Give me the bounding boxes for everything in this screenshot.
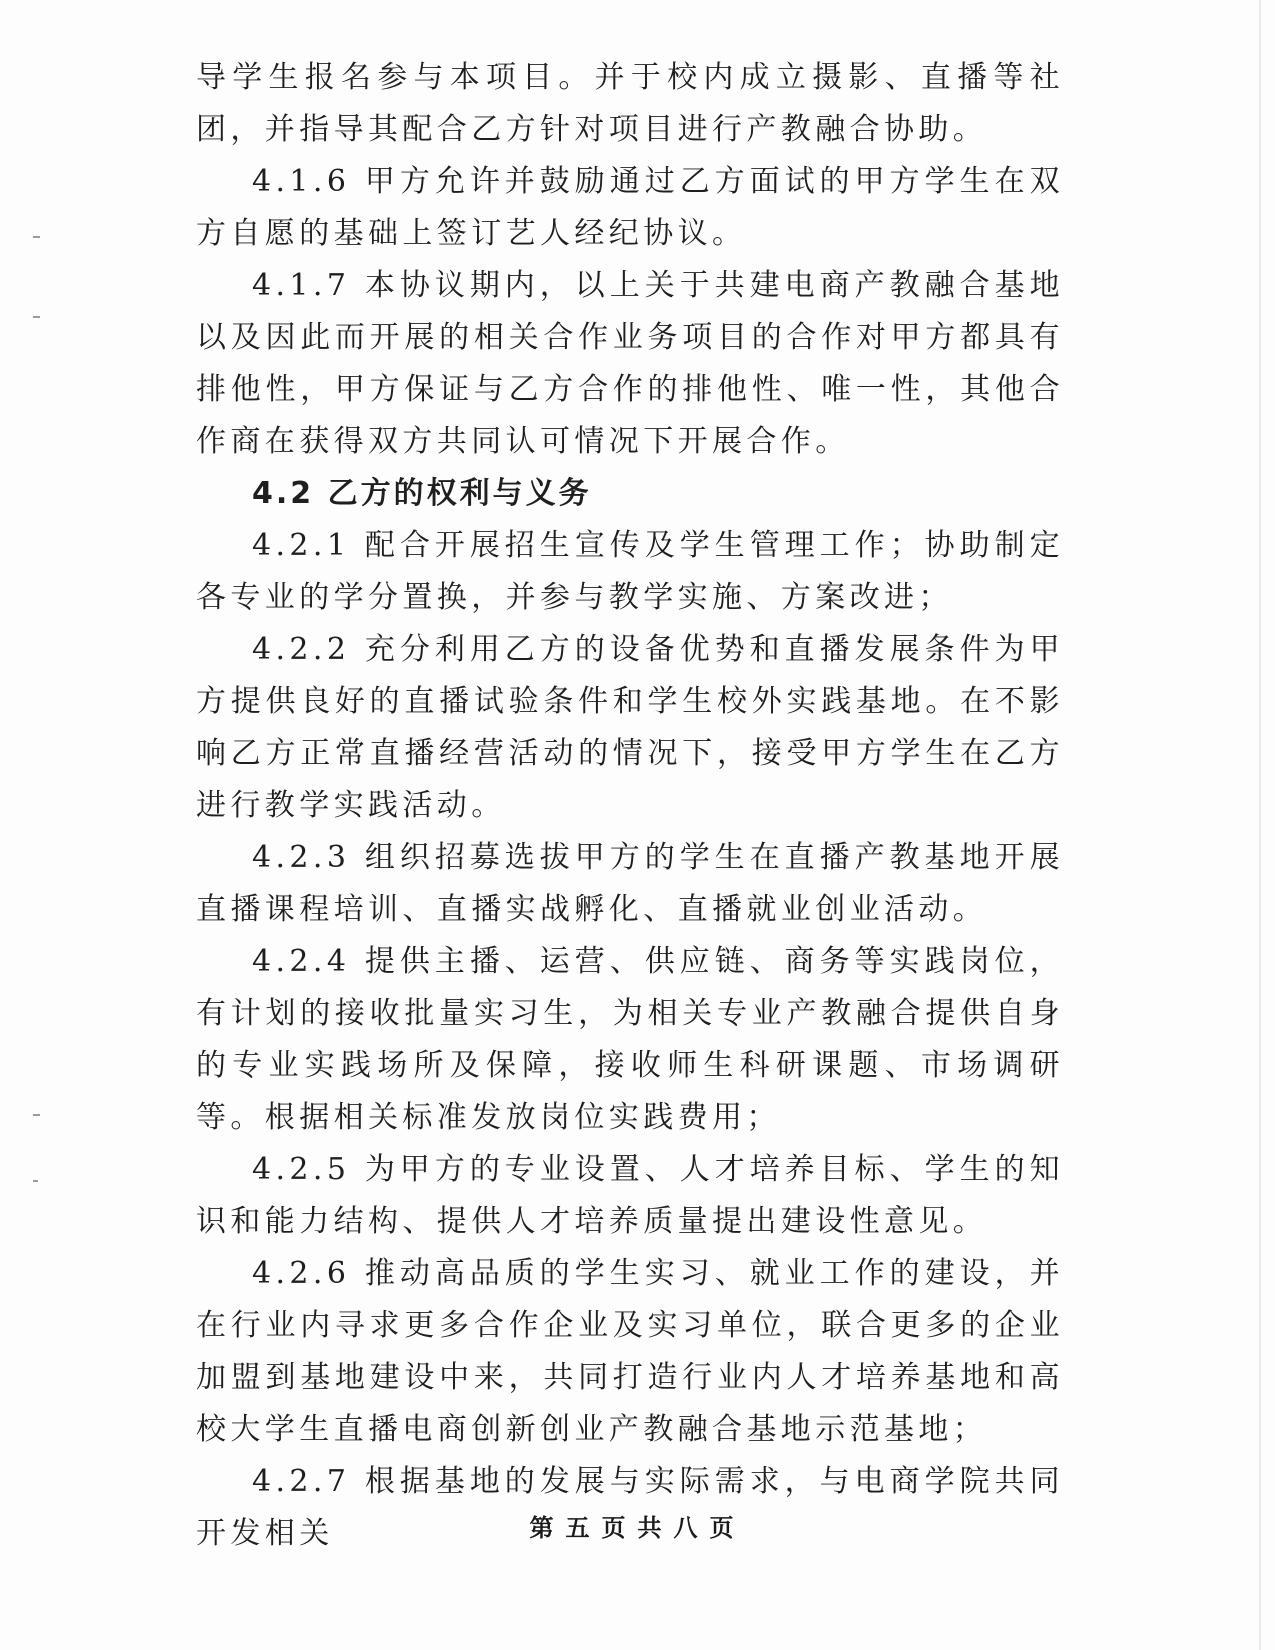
page-footer: 第五页共八页 — [529, 1514, 746, 1542]
clause-4-2-5: 4.2.5 为甲方的专业设置、人才培养目标、学生的知识和能力结构、提供人才培养质量提出建设性意见。 — [196, 1152, 1064, 1239]
clause-4-2-3: 4.2.3 组织招募选拔甲方的学生在直播产教基地开展直播课程培训、直播实战孵化、直播就业创业活动。 — [196, 840, 1064, 927]
clause-4-2-2: 4.2.2 充分利用乙方的设备优势和直播发展条件为甲方提供良好的直播试验条件和学生校外实践基地。在不影响乙方正常直播经营活动的情况下，接受甲方学生在乙方进行教学实践活动。 — [196, 632, 1064, 823]
scan-mark — [33, 1180, 38, 1182]
scan-mark — [33, 236, 40, 238]
document-body — [196, 52, 1064, 1560]
clause-4-2-4: 4.2.4 提供主播、运营、供应链、商务等实践岗位，有计划的接收批量实习生，为相关专业产教融合提供自身的专业实践场所及保障，接收师生科研课题、市场调研等。根据相关标准发放岗位实践费用； — [196, 944, 1064, 1135]
clause-4-1-7: 4.1.7 本协议期内，以上关于共建电商产教融合基地以及因此而开展的相关合作业务项目的合作对甲方都具有排他性，甲方保证与乙方合作的排他性、唯一性，其他合作商在获得双方共同认可情况下开展合作。 — [196, 268, 1064, 459]
section-heading-4-2: 4.2 乙方的权利与义务 — [252, 476, 592, 511]
clause-4-2-7: 4.2.7 根据基地的发展与实际需求，与电商学院共同开发相关 — [196, 1464, 1064, 1551]
scan-edge — [1259, 0, 1261, 1650]
clause-4-1-6: 4.1.6 甲方允许并鼓励通过乙方面试的甲方学生在双方自愿的基础上签订艺人经纪协议。 — [196, 164, 1064, 251]
scan-mark — [33, 1114, 40, 1116]
clause-4-2-1: 4.2.1 配合开展招生宣传及学生管理工作；协助制定各专业的学分置换，并参与教学实施、方案改进； — [196, 528, 1064, 615]
scan-mark — [33, 316, 40, 318]
paragraph-continuation: 导学生报名参与本项目。并于校内成立摄影、直播等社团，并指导其配合乙方针对项目进行产教融合协助。 — [196, 60, 1064, 147]
clause-4-2-6: 4.2.6 推动高品质的学生实习、就业工作的建设，并在行业内寻求更多合作企业及实习单位，联合更多的企业加盟到基地建设中来，共同打造行业内人才培养基地和高校大学生直播电商创新创业产教融合基地示范基地； — [196, 1256, 1064, 1447]
